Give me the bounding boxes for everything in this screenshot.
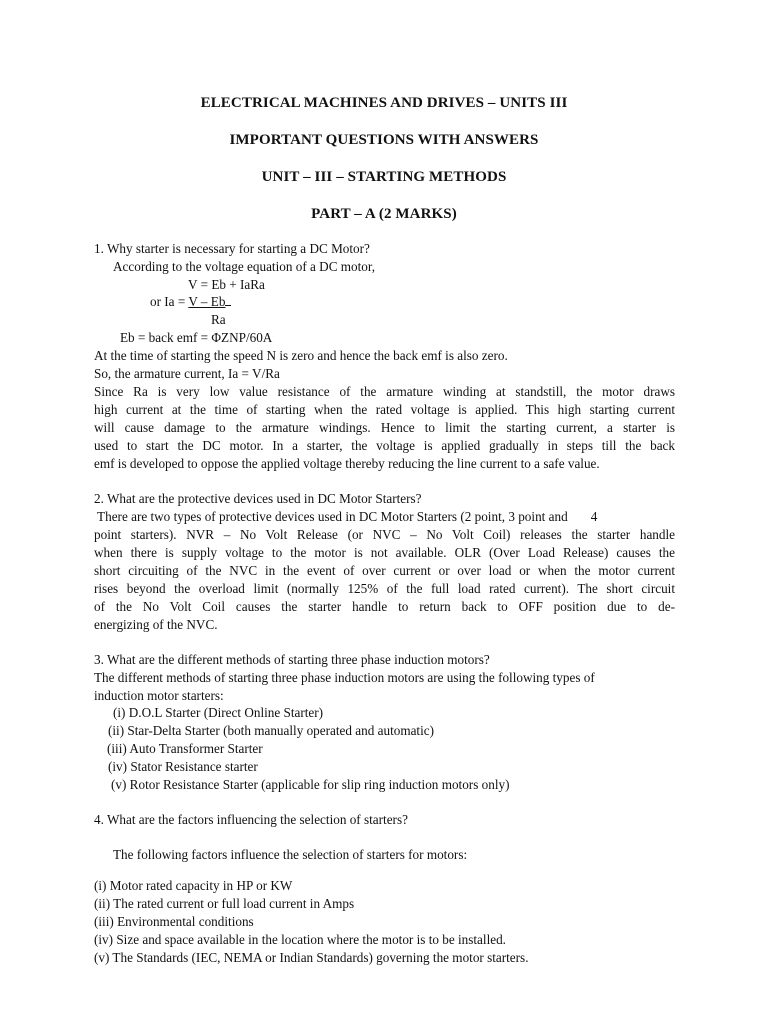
question-2: 2. What are the protective devices used in DC Motor Starters? <box>94 491 422 506</box>
q1-paragraph-line: high current at the time of starting when the rated voltage is applied. This high starting current <box>94 402 675 417</box>
equation-current-denominator: Ra <box>211 312 226 327</box>
unit-title: UNIT – III – STARTING METHODS <box>261 169 507 185</box>
list-item: (iv) Size and space available in the location where the motor is to be installed. <box>94 932 506 947</box>
q3-intro-line: induction motor starters: <box>94 688 224 703</box>
q2-paragraph-line: rises beyond the overload limit (normally 125% of the full load rated current). The short circuit <box>94 581 675 596</box>
question-1: 1. Why starter is necessary for starting a DC Motor? <box>94 241 370 256</box>
q1-line-1: At the time of starting the speed N is zero and hence the back emf is also zero. <box>94 348 508 363</box>
list-item: (v) The Standards (IEC, NEMA or Indian Standards) governing the motor starters. <box>94 950 529 965</box>
document-title: ELECTRICAL MACHINES AND DRIVES – UNITS III <box>200 95 568 111</box>
q2-paragraph-line: short circuiting of the NVC in the event of over current or over load or when the motor current <box>94 563 675 578</box>
list-item: (iv) Stator Resistance starter <box>108 759 258 774</box>
list-item: (ii) The rated current or full load current in Amps <box>94 896 355 911</box>
q1-line-2: So, the armature current, Ia = V/Ra <box>94 366 280 381</box>
part-title: PART – A (2 MARKS) <box>311 206 457 222</box>
q2-paragraph-line: energizing of the NVC. <box>94 617 218 632</box>
list-item: (iii) Environmental conditions <box>94 914 254 929</box>
question-3: 3. What are the different methods of starting three phase induction motors? <box>94 652 490 667</box>
q2-paragraph-line: when there is supply voltage to the motor is not available. OLR (Over Load Release) causes the <box>94 545 675 560</box>
q1-paragraph-line: will cause damage to the armature windings. Hence to limit the starting current, a starter is <box>94 420 675 435</box>
q2-paragraph-line: point starters). NVR – No Volt Release (or NVC – No Volt Coil) releases the starter handle <box>94 527 675 542</box>
q1-paragraph-line: emf is developed to oppose the applied voltage thereby reducing the line current to a safe value. <box>94 456 600 471</box>
document-subtitle: IMPORTANT QUESTIONS WITH ANSWERS <box>229 132 539 148</box>
equation-current-prefix: or Ia = <box>150 294 189 309</box>
list-item: (i) Motor rated capacity in HP or KW <box>94 878 293 893</box>
q2-paragraph-line: There are two types of protective devices used in DC Motor Starters (2 point, 3 point and 4 <box>94 509 598 524</box>
list-item: (i) D.O.L Starter (Direct Online Starter) <box>113 705 324 720</box>
list-item: (ii) Star-Delta Starter (both manually operated and automatic) <box>108 723 435 738</box>
q1-paragraph-line: used to start the DC motor. In a starter, the voltage is applied gradually in steps till the back <box>94 438 675 453</box>
q4-intro: The following factors influence the selection of starters for motors: <box>113 847 468 862</box>
question-4: 4. What are the factors influencing the selection of starters? <box>94 812 408 827</box>
equation-voltage: V = Eb + IaRa <box>188 277 265 292</box>
q1-paragraph-line: Since Ra is very low value resistance of the armature winding at standstill, the motor draws <box>94 384 675 399</box>
q2-paragraph-line: of the No Volt Coil causes the starter handle to return back to OFF position due to de- <box>94 599 675 614</box>
equation-back-emf: Eb = back emf = ΦZNP/60A <box>120 330 273 345</box>
list-item: (iii) Auto Transformer Starter <box>107 741 263 756</box>
equation-current <box>150 293 231 311</box>
q1-intro: According to the voltage equation of a DC motor, <box>113 259 376 274</box>
q3-intro-line: The different methods of starting three phase induction motors are using the following types of <box>94 670 595 685</box>
equation-current-numerator: V – Eb <box>188 294 226 309</box>
list-item: (v) Rotor Resistance Starter (applicable for slip ring induction motors only) <box>111 777 510 792</box>
